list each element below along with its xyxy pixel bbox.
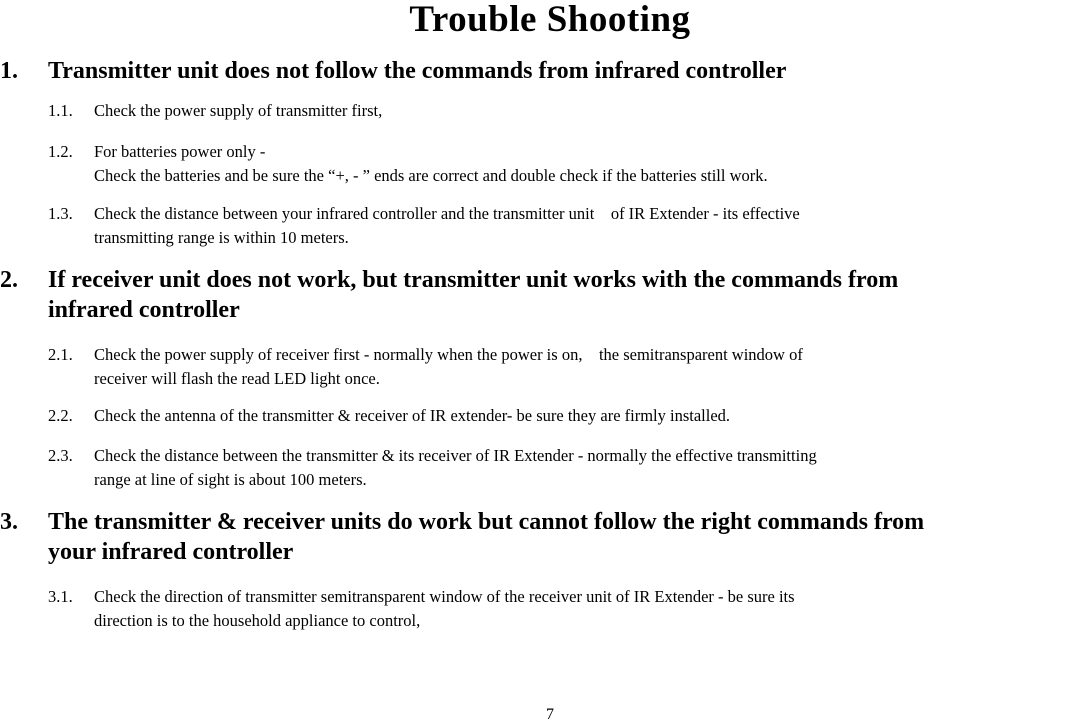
item-text: [94, 444, 1078, 492]
item-line: Check the power supply of receiver first - normally when the power is on, the semitransparent window of: [94, 345, 803, 364]
item-text: [94, 140, 1078, 188]
item-number: 2.1.: [48, 345, 73, 364]
item-text: [94, 99, 1078, 123]
section-number: 1.: [0, 58, 18, 84]
item-number: 1.1.: [48, 101, 73, 120]
section-2: [0, 265, 1083, 325]
list-item-2-2: [48, 404, 1078, 428]
list-item-2-3: [48, 444, 1078, 492]
item-text: [94, 202, 1078, 250]
item-line: For batteries power only -: [94, 142, 266, 161]
section-number: 2.: [0, 267, 18, 293]
section-number: 3.: [0, 509, 18, 535]
item-number: 2.3.: [48, 446, 73, 465]
section-heading: [0, 265, 1083, 325]
section-heading: [0, 507, 1083, 567]
item-line: receiver will flash the read LED light once.: [94, 369, 380, 388]
list-item-1-2: [48, 140, 1078, 188]
item-text: [94, 404, 1078, 428]
page-number: 7: [546, 706, 554, 723]
item-line: direction is to the household appliance to control,: [94, 611, 421, 630]
list-item-1-1: [48, 99, 1078, 123]
item-line: Check the power supply of transmitter first,: [94, 101, 383, 120]
list-item-2-1: [48, 343, 1078, 391]
item-line: Check the distance between the transmitter & its receiver of IR Extender - normally the effective transmitting: [94, 446, 817, 465]
item-line: Check the antenna of the transmitter & receiver of IR extender- be sure they are firmly installed.: [94, 406, 731, 425]
list-item-1-3: [48, 202, 1078, 250]
item-line: range at line of sight is about 100 meters.: [94, 470, 367, 489]
item-number: 2.2.: [48, 406, 73, 425]
section-heading: [0, 56, 1083, 86]
section-heading-line: your infrared controller: [48, 539, 294, 565]
item-number: 3.1.: [48, 587, 73, 606]
item-number: 1.2.: [48, 142, 73, 161]
page-title: Trouble Shooting: [409, 0, 691, 40]
item-line: Check the direction of transmitter semitransparent window of the receiver unit of IR Extender - be sure its: [94, 587, 795, 606]
item-line: Check the batteries and be sure the “+, - ” ends are correct and double check if the batteries still work.: [94, 166, 768, 185]
item-number: 1.3.: [48, 204, 73, 223]
section-heading-line: The transmitter & receiver units do work but cannot follow the right commands from: [48, 509, 925, 535]
section-heading-line: Transmitter unit does not follow the commands from infrared controller: [48, 58, 787, 84]
item-text: [94, 343, 1078, 391]
item-line: transmitting range is within 10 meters.: [94, 228, 349, 247]
item-text: [94, 585, 1078, 633]
section-heading-line: If receiver unit does not work, but transmitter unit works with the commands from: [48, 267, 899, 293]
section-1: [0, 56, 1083, 86]
item-line: Check the distance between your infrared controller and the transmitter unit of IR Extender - its effective: [94, 204, 800, 223]
section-3: [0, 507, 1083, 567]
section-heading-line: infrared controller: [48, 297, 240, 323]
list-item-3-1: [48, 585, 1078, 633]
